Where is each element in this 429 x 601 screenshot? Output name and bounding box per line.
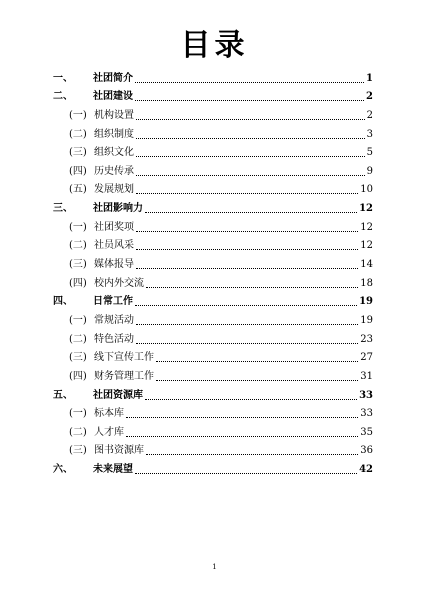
toc-entry-page: 5	[366, 147, 373, 159]
toc-leader-dots	[135, 82, 364, 83]
toc-entry[interactable]	[53, 196, 373, 215]
toc-entry-number: (二)	[69, 333, 87, 345]
toc-entry-number: (一)	[69, 221, 87, 233]
toc-entry-page: 19	[360, 314, 373, 326]
toc-entry-number: (三)	[69, 259, 87, 271]
toc-title: 目录	[180, 28, 249, 63]
toc-entry-page: 33	[359, 389, 373, 401]
toc-entry-label: 发展规划	[94, 184, 134, 196]
toc-entry[interactable]	[53, 159, 373, 178]
toc-entry-label: 机构设置	[94, 109, 134, 121]
toc-entry[interactable]	[53, 308, 373, 327]
toc-entry-number: (三)	[69, 352, 87, 364]
toc-entry-label: 媒体报导	[94, 259, 134, 271]
toc-entry-page: 14	[360, 259, 373, 271]
toc-entry-page: 33	[360, 408, 373, 420]
toc-leader-dots	[156, 380, 358, 381]
toc-entry-page: 18	[360, 277, 373, 289]
toc-leader-dots	[135, 473, 357, 474]
toc-entry[interactable]	[53, 439, 373, 458]
toc-leader-dots	[136, 268, 358, 269]
toc-entry-label: 社团建设	[93, 91, 133, 103]
toc-entry[interactable]	[53, 103, 373, 122]
toc-entry[interactable]	[53, 234, 373, 253]
toc-leader-dots	[135, 100, 364, 101]
toc-entry-page: 9	[366, 165, 373, 177]
toc-leader-dots	[146, 287, 358, 288]
toc-leader-dots	[126, 436, 358, 437]
toc-entry-number: (一)	[69, 109, 87, 121]
toc-entry[interactable]	[53, 420, 373, 439]
toc-entry-label: 图书资源库	[94, 445, 144, 457]
toc-leader-dots	[136, 249, 358, 250]
toc-entry-label: 校内外交流	[94, 277, 144, 289]
toc-entry-number: 五、	[53, 389, 73, 401]
toc-entry-page: 12	[359, 203, 373, 215]
toc-entry-number: (一)	[69, 314, 87, 326]
toc-entry-number: (三)	[69, 147, 87, 159]
toc-entry-page: 12	[360, 240, 373, 252]
toc-entry-page: 19	[359, 296, 373, 308]
toc-entry[interactable]	[53, 364, 373, 383]
toc-entry-label: 历史传承	[94, 165, 134, 177]
toc-entry-number: (一)	[69, 408, 87, 420]
toc-entry-number: (四)	[69, 165, 87, 177]
toc-entry-number: 二、	[53, 91, 73, 103]
toc-entry[interactable]	[53, 178, 373, 197]
toc-leader-dots	[146, 454, 358, 455]
toc-leader-dots	[156, 361, 358, 362]
toc-entry[interactable]	[53, 402, 373, 421]
toc-entry-page: 10	[360, 184, 373, 196]
toc-entry-number: (四)	[69, 370, 87, 382]
toc-entry-label: 日常工作	[93, 296, 133, 308]
toc-entry-number: (五)	[69, 184, 87, 196]
toc-entry[interactable]	[53, 327, 373, 346]
toc-entry-number: (三)	[69, 445, 87, 457]
toc-leader-dots	[136, 324, 358, 325]
toc-entry[interactable]	[53, 346, 373, 365]
toc-leader-dots	[136, 138, 365, 139]
toc-entry-number: (二)	[69, 240, 87, 252]
toc-leader-dots	[136, 343, 358, 344]
toc-leader-dots	[145, 399, 357, 400]
toc-entry-label: 组织文化	[94, 147, 134, 159]
toc-entry-label: 组织制度	[94, 128, 134, 140]
toc-entry-label: 社团奖项	[94, 221, 134, 233]
toc-entry-label: 人才库	[94, 426, 124, 438]
toc-entry[interactable]	[53, 122, 373, 141]
toc-entry-label: 线下宣传工作	[94, 352, 154, 364]
toc-leader-dots	[136, 193, 358, 194]
toc-entry[interactable]	[53, 271, 373, 290]
toc-entry[interactable]	[53, 66, 373, 85]
toc-entry[interactable]	[53, 290, 373, 309]
toc-entry-label: 未来展望	[93, 464, 133, 476]
toc-entry-page: 42	[359, 464, 373, 476]
toc-entry-page: 23	[360, 333, 373, 345]
toc-leader-dots	[136, 231, 358, 232]
toc-entry[interactable]	[53, 252, 373, 271]
toc-entry-label: 常规活动	[94, 314, 134, 326]
toc-entry-label: 社员风采	[94, 240, 134, 252]
toc-entry[interactable]	[53, 141, 373, 160]
toc-entry[interactable]	[53, 457, 373, 476]
toc-leader-dots	[126, 417, 358, 418]
toc-entry-page: 2	[366, 91, 373, 103]
toc-entry[interactable]	[53, 215, 373, 234]
toc-entry-page: 31	[360, 370, 373, 382]
toc-entry[interactable]	[53, 383, 373, 402]
toc-entry-number: (二)	[69, 128, 87, 140]
toc-entry-number: 四、	[53, 296, 73, 308]
toc-entry-number: 一、	[53, 72, 73, 84]
toc-entry-label: 财务管理工作	[94, 370, 154, 382]
toc-entry-page: 35	[360, 426, 373, 438]
toc-entry-page: 36	[360, 445, 373, 457]
toc-entry-number: 六、	[53, 464, 73, 476]
toc-entry[interactable]	[53, 85, 373, 104]
toc-leader-dots	[136, 175, 365, 176]
toc-entry-number: (二)	[69, 426, 87, 438]
page-number: 1	[212, 563, 217, 571]
toc-entry-page: 3	[366, 128, 373, 140]
table-of-contents	[53, 66, 373, 476]
toc-entry-label: 特色活动	[94, 333, 134, 345]
toc-entry-label: 标本库	[94, 408, 124, 420]
toc-entry-label: 社团资源库	[93, 389, 143, 401]
toc-entry-page: 27	[360, 352, 373, 364]
toc-leader-dots	[145, 212, 357, 213]
toc-entry-page: 12	[360, 221, 373, 233]
toc-leader-dots	[136, 156, 365, 157]
toc-entry-page: 2	[366, 109, 373, 121]
toc-leader-dots	[135, 305, 357, 306]
toc-entry-label: 社团影响力	[93, 203, 143, 215]
toc-entry-number: 三、	[53, 203, 73, 215]
toc-leader-dots	[136, 119, 365, 120]
toc-entry-page: 1	[366, 72, 373, 84]
toc-entry-label: 社团简介	[93, 72, 133, 84]
toc-entry-number: (四)	[69, 277, 87, 289]
